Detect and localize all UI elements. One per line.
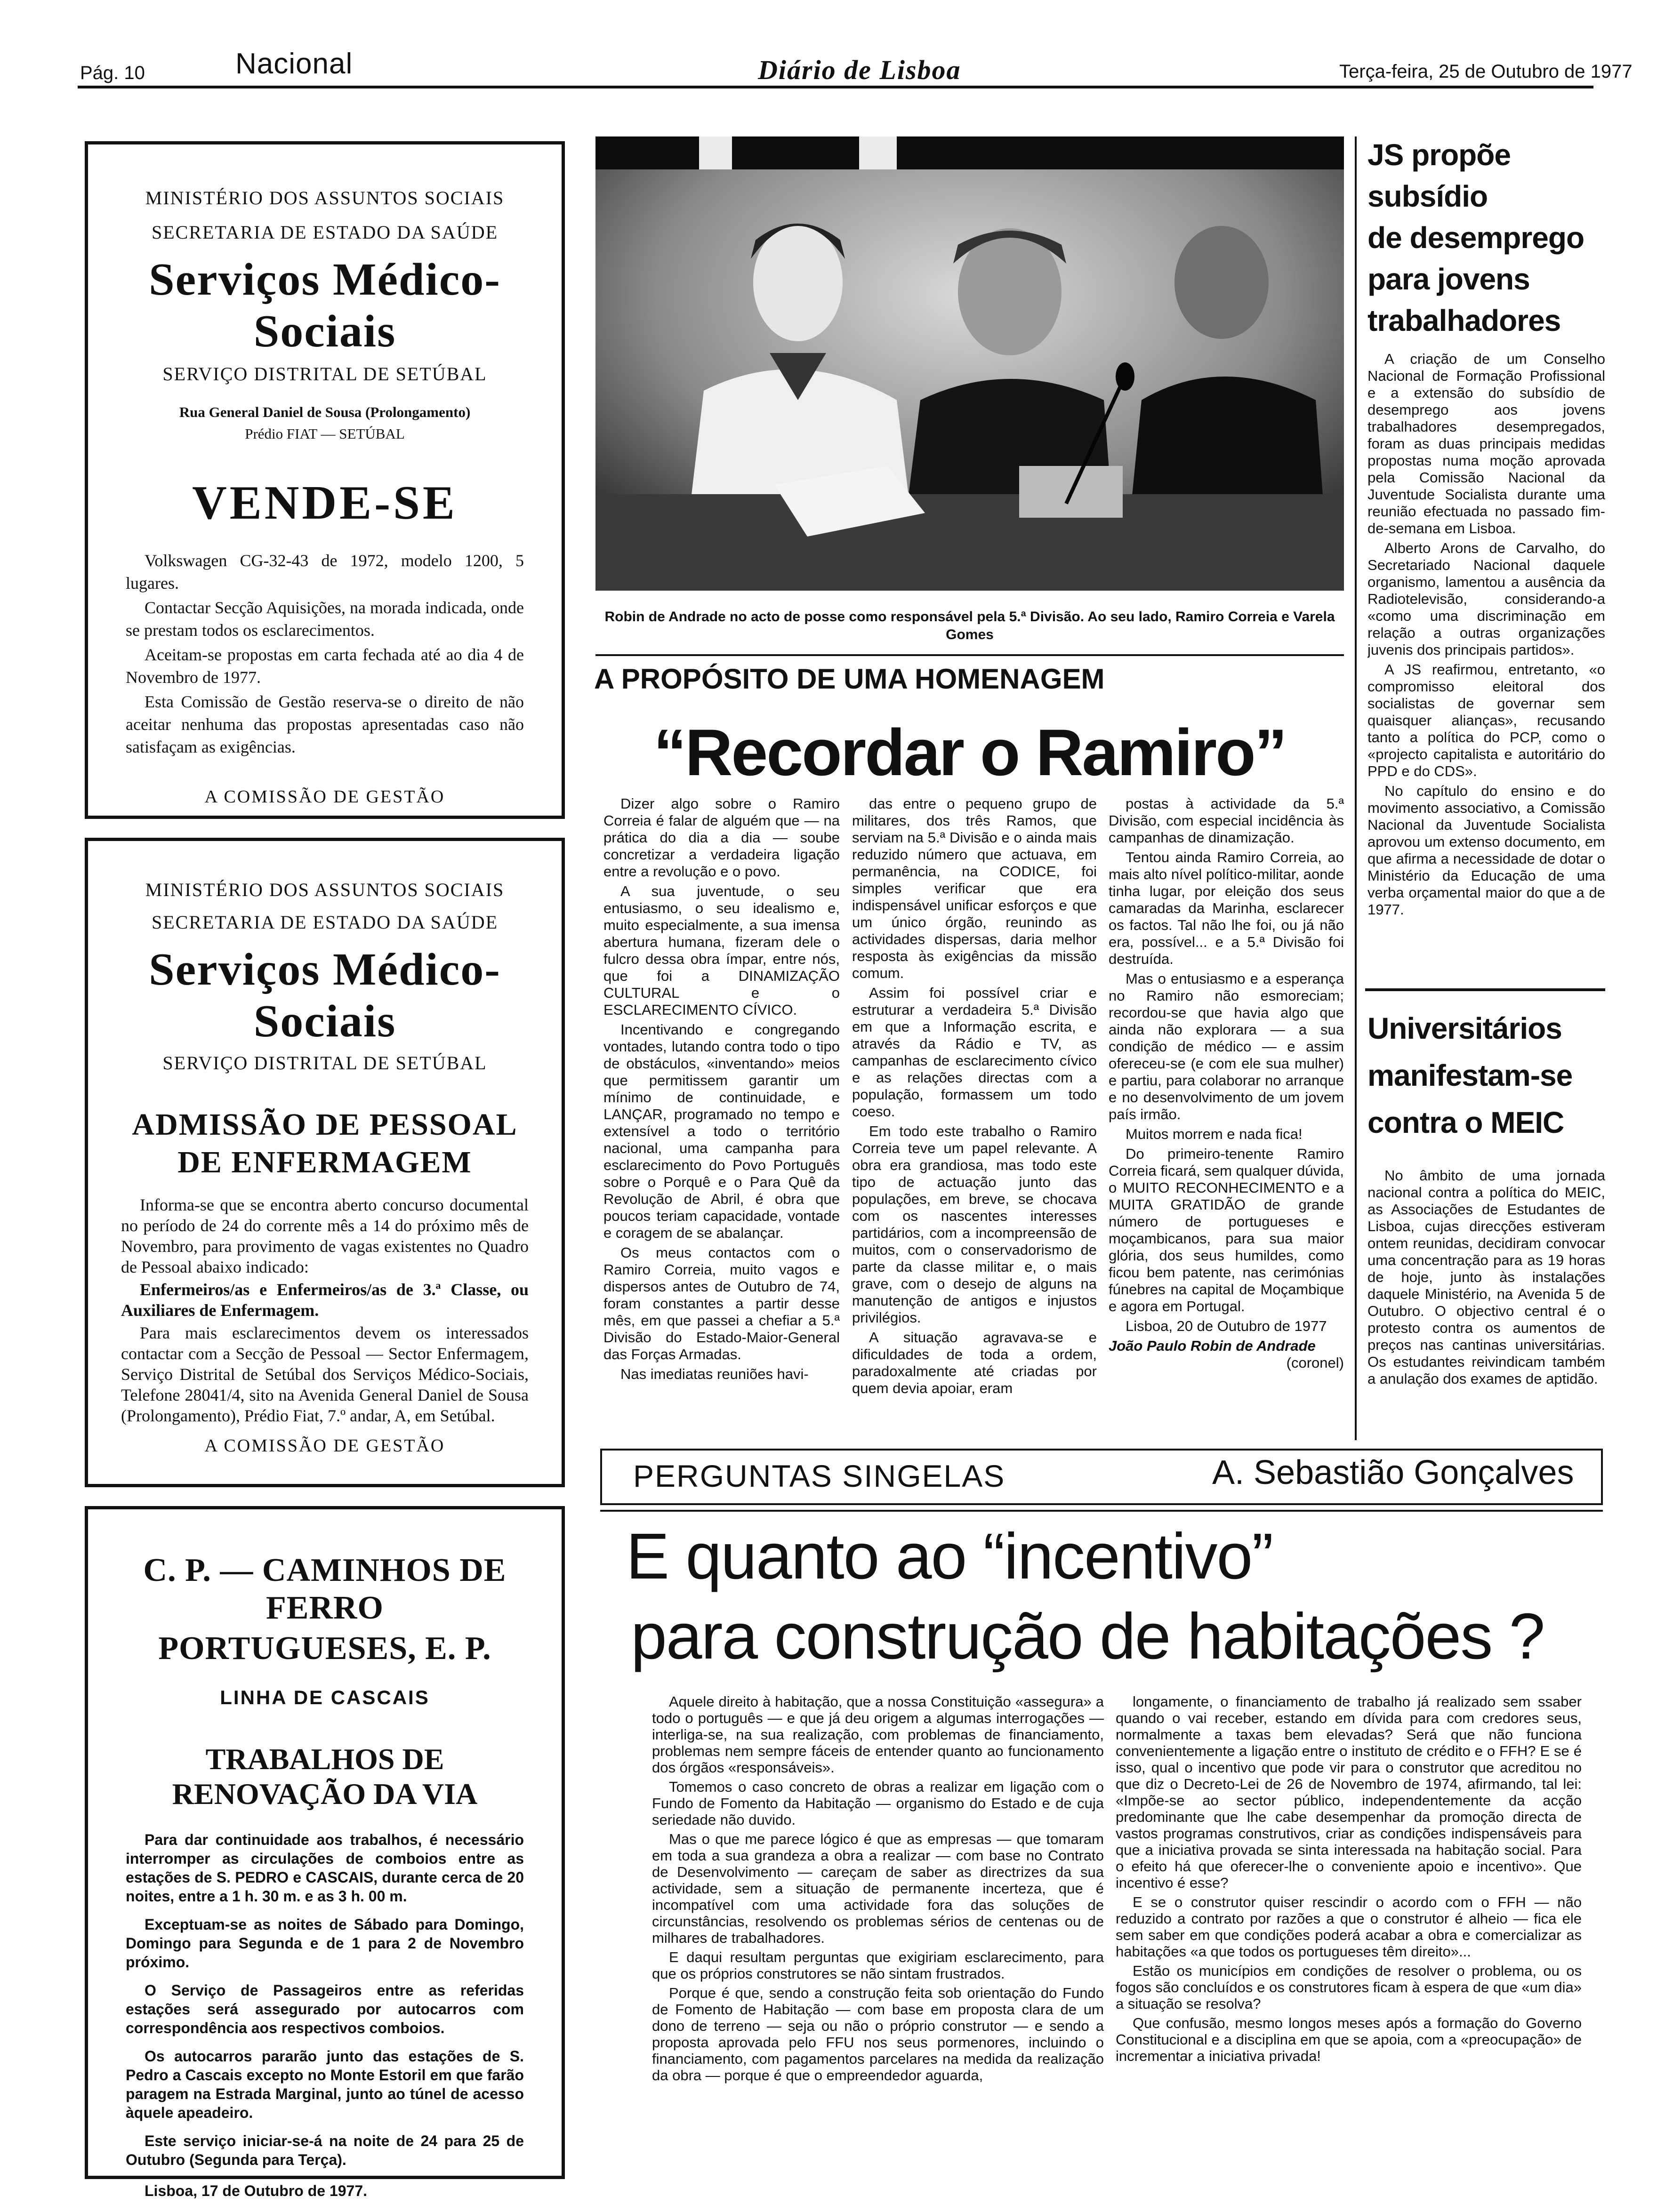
ad-paragraph-bold: Enfermeiros/as e Enfermeiros/as de 3.ª Classe, ou Auxiliares de Enfermagem. — [121, 1280, 529, 1320]
ad-service: Serviços Médico-Sociais — [149, 254, 501, 357]
js-headline-line: para jovens — [1367, 262, 1530, 296]
js-paragraph: Alberto Arons de Carvalho, do Secretariado Nacional daquele organismo, lamentou a ausência da Radiotelevisão, considerando-a «como uma discriminação em relação a outras organizações juvenis dos principais partidos». — [1367, 540, 1605, 658]
js-paragraph: No capítulo do ensino e do movimento associativo, a Comissão Nacional da Juventude Socialista aprovou um extenso documento, em que afirma a necessidade de dotar o Ministério da Educação de uma verba orçamental maior do que a de 1977. — [1367, 783, 1605, 918]
masthead-rule — [78, 86, 1593, 88]
article-column — [603, 795, 840, 1435]
ad-vende-se — [85, 141, 565, 819]
perguntas-paragraph: E daqui resultam perguntas que exigiriam esclarecimento, para que os próprios construtores se não sintam frustrados. — [652, 1949, 1104, 1982]
section-rule — [1365, 988, 1605, 991]
perguntas-column — [1116, 1693, 1582, 2183]
photo-caption: Robin de Andrade no acto de posse como responsável pela 5.ª Divisão. Ao seu lado, Ramiro Correia e Varela Gomes — [604, 609, 1335, 642]
article-paragraph: Do primeiro-tenente Ramiro Correia ficará, sem qualquer dúvida, o MUITO RECONHECIMENTO e a MUITA GRATIDÃO de grande número de portugueses e moçambicanos, para sua maior glória, dos seus humildes, como ficou bem patente, nas cerimónias fúnebres na capital de Moçambique e agora em Portugal. — [1109, 1146, 1344, 1314]
ad-ministry: MINISTÉRIO DOS ASSUNTOS SOCIAIS — [145, 187, 505, 208]
issue-date: Terça-feira, 25 de Outubro de 1977 — [1339, 61, 1633, 82]
ad-cp-line: LINHA DE CASCAIS — [220, 1686, 430, 1708]
ad-paragraph: Os autocarros pararão junto das estações de S. Pedro a Cascais excepto no Monte Estoril em que farão paragem na Estrada Marginal, junto ao túnel de acesso àquele apeadeiro. — [126, 2048, 524, 2121]
ad-paragraph: Esta Comissão de Gestão reserva-se o direito de não aceitar nenhuma das propostas apresentadas caso não satisfaçam as exigências. — [126, 692, 524, 756]
perguntas-rule — [600, 1510, 1603, 1512]
univ-headline-line: contra o MEIC — [1367, 1106, 1564, 1139]
perguntas-column — [652, 1693, 1104, 2183]
article-paragraph: das entre o pequeno grupo de militares, dos três Ramos, que serviam na 5.ª Divisão e o ainda mais reduzido número que actuava, em permanência, na CODICE, foi simples verificar que era indispensável unificar esforços e que um único órgão, reunindo as actividades dispersas, daria melhor resposta às exigências da missão comum. — [852, 795, 1097, 981]
ad-body — [107, 1194, 543, 1426]
js-headline-line: subsídio — [1367, 179, 1488, 213]
ad-cp-cascais — [85, 1506, 565, 2199]
article-paragraph: postas à actividade da 5.ª Divisão, com especial incidência às campanhas de dinamização. — [1109, 795, 1344, 846]
article-author-rank: (coronel) — [1286, 1354, 1344, 1371]
perguntas-author: A. Sebastião Gonçalves — [1212, 1454, 1574, 1491]
ad-headline-2: DE ENFERMAGEM — [177, 1145, 472, 1179]
ad-paragraph: Para dar continuidade aos trabalhos, é necessário interromper as circulações de comboios entre as estações de S. PEDRO e CASCAIS, durante cerca de 20 noites, entre a 1 h. 30 m. e as 3 h. 00 m. — [126, 1831, 524, 1905]
article-author: João Paulo Robin de Andrade — [1109, 1338, 1316, 1354]
press-photo — [595, 136, 1344, 591]
perguntas-paragraph: Estão os municípios em condições de resolver o problema, ou os fogos são concluídos e os construtores ficam à espera de que «um dia» a situação se resolva? — [1116, 1963, 1582, 2012]
article-rule — [595, 654, 1344, 656]
js-headline-line: JS propõe — [1367, 138, 1511, 172]
ad-ministry: MINISTÉRIO DOS ASSUNTOS SOCIAIS — [145, 879, 505, 900]
article-column — [852, 795, 1097, 1435]
univ-article — [1367, 1167, 1605, 1450]
right-column-rule — [1355, 136, 1357, 1440]
page-number: Pág. 10 — [80, 63, 145, 83]
js-headline-line: de desemprego — [1367, 221, 1585, 255]
article-kicker: A PROPÓSITO DE UMA HOMENAGEM — [594, 663, 1105, 695]
perguntas-paragraph: Tomemos o caso concreto de obras a realizar em ligação com o Fundo de Fomento da Habitação — organismo do Estado e de cuja seriedade não duvido. — [652, 1779, 1104, 1828]
perguntas-paragraph: Que confusão, mesmo longos meses após a formação do Governo Constitucional e a disciplina em que se apoia, com a «preocupação» de incrementar a iniciativa privada! — [1116, 2015, 1582, 2064]
article-paragraph: Dizer algo sobre o Ramiro Correia é falar de alguém que — na prática do dia a dia — soube concretizar a verdadeira ligação entre a revolução e o povo. — [603, 795, 840, 880]
ad-paragraph: Exceptuam-se as noites de Sábado para Domingo, Domingo para Segunda e de 1 para 2 de Novembro próximo. — [126, 1916, 524, 1971]
photo-illustration — [595, 136, 1344, 591]
article-paragraph: Em todo este trabalho o Ramiro Correia teve um papel relevante. A obra era grandiosa, mas todo este tipo de actuação junto das populações, em breve, se chocava com os nascentes interesses partidários, com a incompreensão de muitos, com o conservadorismo de parte da classe militar e, o mais grave, com o desejo de alguns na manutenção de antigos e injustos privilégios. — [852, 1123, 1097, 1326]
perguntas-title-2: para construção de habitações ? — [631, 1600, 1544, 1673]
ad-service: Serviços Médico-Sociais — [149, 944, 501, 1047]
article-paragraph: Os meus contactos com o Ramiro Correia, muito vagos e dispersos antes de Outubro de 74, foram constantes a partir desse mês, em que passei a chefiar a 5.ª Divisão do Estado-Maior-General das Forças Armadas. — [603, 1244, 840, 1362]
section-name: Nacional — [235, 48, 353, 80]
article-paragraph: Lisboa, 20 de Outubro de 1977 — [1126, 1318, 1327, 1334]
ad-cp-title-2: PORTUGUESES, E. P. — [158, 1630, 491, 1667]
ad-address-2: Prédio FIAT — SETÚBAL — [245, 425, 405, 442]
ad-district: SERVIÇO DISTRITAL DE SETÚBAL — [162, 1052, 487, 1074]
ad-cp-headline: TRABALHOS DE RENOVAÇÃO DA VIA — [172, 1742, 478, 1811]
ad-date: Lisboa, 17 de Outubro de 1977. — [145, 2182, 368, 2199]
article-paragraph: A sua juventude, o seu entusiasmo, o seu idealismo e, muito especialmente, a sua imensa abertura humana, fizeram dele o fulcro dessa obra ímpar, entre nós, que foi a DINAMIZAÇÃO CULTURAL e o ESCLARECIMENTO CÍVICO. — [603, 883, 840, 1018]
article-paragraph: Tentou ainda Ramiro Correia, ao mais alto nível político-militar, aonde tinha lugar, por eleição dos seus camaradas da Marinha, esclarecer os factos. Tal não lhe foi, ou já não era, possível... e a 5.ª Divisão foi destruída. — [1109, 849, 1344, 967]
univ-headline-line: manifestam-se — [1367, 1058, 1573, 1092]
ad-address: Rua General Daniel de Sousa (Prolongamento) — [179, 404, 471, 420]
univ-headline-line: Universitários — [1367, 1011, 1562, 1045]
ad-paragraph: O Serviço de Passageiros entre as referidas estações será assegurado por autocarros com correspondência aos respectivos comboios. — [126, 1982, 524, 2036]
ad-cp-body — [112, 1830, 538, 2200]
ad-admissao-pessoal — [85, 838, 565, 1487]
perguntas-paragraph: Mas o que me parece lógico é que as empresas — que tomaram em toda a sua grandeza a obra a realizar — com base no Contrato de Desenvolvimento — careçam de saber as directrizes da sua actividade, sem a situação de permanente incerteza, que é incompatível com uma actividade fora das soluções de circunstâncias, resolvendo os problemas sérios de centenas ou de milhares de trabalhadores. — [652, 1831, 1104, 1946]
js-article — [1367, 351, 1605, 970]
univ-headline — [1367, 1005, 1608, 1146]
js-headline-line: trabalhadores — [1367, 304, 1561, 337]
article-paragraph: Incentivando e congregando vontades, lutando contra todo o tipo de obstáculos, «inventando» meios que permitissem garantir um mínimo de continuidade, e LANÇAR, programado no tempo e extensível a todo o território nacional, uma campanha para esclarecimento do Povo Português sobre o Porquê e o Para Quê da Revolução de Abril, é obra que poucos teriam capacidade, vontade e coragem de se abalançar. — [603, 1021, 840, 1241]
ad-secretariat: SECRETARIA DE ESTADO DA SAÚDE — [151, 222, 499, 243]
article-paragraph: A situação agravava-se e dificuldades de toda a ordem, paradoxalmente até criadas por quem devia apoiar, eram — [852, 1329, 1097, 1396]
perguntas-paragraph: longamente, o financiamento de trabalho já realizado sem ssaber quando o vai receber, estando em dívida para com credores seus, normalmente a taxas bem elevadas? Será que não funciona convenientemente a ligação entre o instituto de crédito e o FFH? E se é isso, qual o incentivo que pode vir para o construtor que acreditou no que diz o Decreto-Lei de 26 de Novembro de 1974, afirmando, tal lei: «Impõe-se ao sector público, independentemente da acção predominante que lhe cabe desempenhar da promoção directa de vastos programas construtivos, criar as condições indispensáveis para que a iniciativa provada se sinta interessada na habitação social. Para o efeito há que oferecer-lhe o conveniente apoio e incentivo». Que incentivo é esse? — [1116, 1693, 1582, 1891]
article-paragraph: Mas o entusiasmo e a esperança no Ramiro não esmoreciam; recordou-se que havia algo que ainda não explorara — a sua condição de médico — e assim ofereceu-se (e com ele sua mulher) e partiu, para colaborar no arranque e no desenvolvimento de um jovem país irmão. — [1109, 970, 1344, 1122]
article-column — [1109, 795, 1344, 1435]
masthead-logo: Diário de Lisboa — [758, 55, 961, 85]
js-paragraph: A criação de um Conselho Nacional de Formação Profissional e a extensão do subsídio de desemprego aos jovens trabalhadores desempregados, foram as duas principais medidas propostas numa moção aprovada pela Comissão Nacional da Juventude Socialista durante uma reunião efectuada no passado fim-de-semana em Lisboa. — [1367, 351, 1605, 537]
ad-paragraph: Aceitam-se propostas em carta fechada até ao dia 4 de Novembro de 1977. — [126, 645, 524, 687]
perguntas-title: E quanto ao “incentivo” — [626, 1520, 1273, 1593]
perguntas-paragraph: Aquele direito à habitação, que a nossa Constituição «assegura» a todo o português — e que já deu origem a algumas interrogações — interliga-se, na sua realização, com problemas de financiamento, problemas nem sempre fáceis de entender quanto ao funcionamento dos órgãos «responsáveis». — [652, 1693, 1104, 1776]
perguntas-paragraph: E se o construtor quiser rescindir o acordo com o FFH — não reduzido a contrato por razões a que o construtor é alheio — fica ele sem saber em que condições poderá acabar a obra e comercializar as habitações «a que todos os portugueses têm direito»... — [1116, 1894, 1582, 1960]
univ-paragraph: No âmbito de uma jornada nacional contra a política do MEIC, as Associações de Estudantes de Lisboa, cujas direcções estiveram ontem reunidas, decidiram convocar uma concentração para as 19 horas de hoje, junto às instalações daquele Ministério, na Avenida 5 de Outubro. O objectivo central é o protesto contra os aumentos de preços nas cantinas universitárias. Os estudantes reivindicam também a anulação dos exames de aptidão. — [1367, 1167, 1605, 1387]
ad-signature: A COMISSÃO DE GESTÃO — [204, 1436, 445, 1456]
article-paragraph: Assim foi possível criar e estruturar a verdadeira 5.ª Divisão em que a Informação escrita, e através da Rádio e TV, as campanhas de esclarecimento cívico e as relações directas com a população, formassem um todo coeso. — [852, 985, 1097, 1120]
ad-signature: A COMISSÃO DE GESTÃO — [204, 787, 445, 807]
ad-cp-title: C. P. — CAMINHOS DE FERRO — [143, 1552, 507, 1626]
ad-paragraph: Este serviço iniciar-se-á na noite de 24 para 25 de Outubro (Segunda para Terça). — [126, 2132, 524, 2168]
ad-paragraph: Informa-se que se encontra aberto concurso documental no período de 24 do corrente mês a 14 do próximo mês de Novembro, para provimento de vagas existentes no Quadro de Pessoal abaixo indicado: — [121, 1195, 529, 1276]
perguntas-paragraph: Porque é que, sendo a construção feita sob orientação do Fundo de Fomento de Habitação — com base em proposta clara de um dono de terreno — seja ou não o próprio construtor — e sendo a proposta aprovada pelo FFU nos seus pormenores, incluindo o financiamento, com pagamentos parcelares na medida da realização da obra — porque é que o empreendedor aguarda, — [652, 1985, 1104, 2084]
article-title: “Recordar o Ramiro” — [653, 715, 1286, 789]
perguntas-rubric: PERGUNTAS SINGELAS — [633, 1459, 1005, 1493]
ad-secretariat: SECRETARIA DE ESTADO DA SAÚDE — [151, 912, 499, 933]
article-paragraph: Nas imediatas reuniões havi- — [620, 1366, 809, 1382]
ad-paragraph: Para mais esclarecimentos devem os interessados contactar com a Secção de Pessoal — Sector Enfermagem, Serviço Distrital de Setúbal dos Serviços Médico-Sociais, Telefone 28041/4, sito na Avenida General Daniel de Sousa (Prolongamento), Prédio Fiat, 7.º andar, A, em Setúbal. — [121, 1323, 529, 1425]
article-paragraph: Muitos morrem e nada fica! — [1126, 1126, 1303, 1142]
js-headline — [1367, 134, 1603, 341]
ad-paragraph: Volkswagen CG-32-43 de 1972, modelo 1200, 5 lugares. — [126, 551, 524, 593]
ad-headline: VENDE-SE — [192, 476, 458, 529]
ad-headline: ADMISSÃO DE PESSOAL — [132, 1107, 518, 1142]
ad-paragraph: Contactar Secção Aquisições, na morada indicada, onde se prestam todos os esclarecimentos. — [126, 598, 524, 640]
js-paragraph: A JS reafirmou, entretanto, «o compromisso eleitoral dos socialistas de governar sem quaisquer alianças», recusando tanto a política do PCP, como o «projecto capitalista e autoritário do PPD e do CDS». — [1367, 661, 1605, 779]
ad-body — [107, 549, 543, 758]
ad-district: SERVIÇO DISTRITAL DE SETÚBAL — [162, 363, 487, 385]
